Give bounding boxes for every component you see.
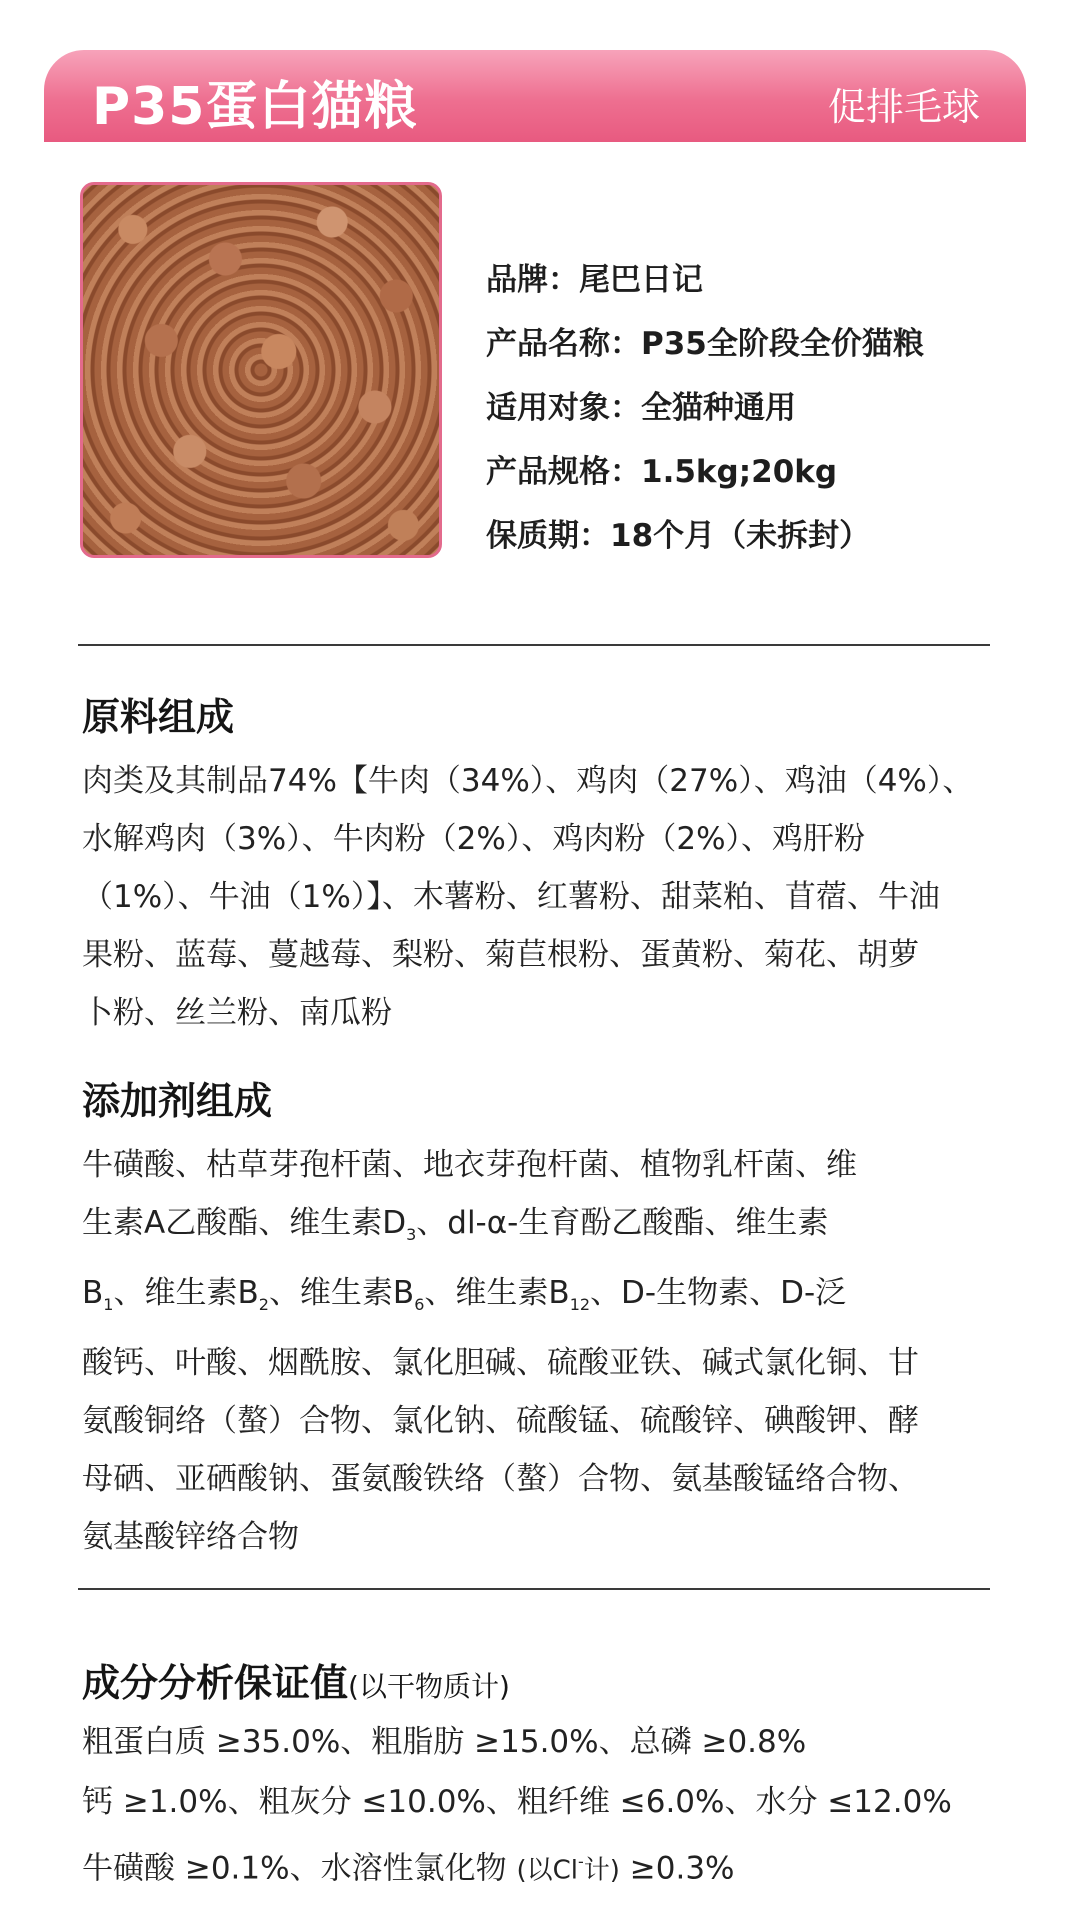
- additives-line: [82, 1194, 1012, 1264]
- additives-text-segment: 、维生素B: [424, 1275, 570, 1312]
- ingredients-text: [82, 752, 1012, 1042]
- ingredients-line: （1%）、牛油（1%）】、木薯粉、红薯粉、甜菜粕、苜蓿、牛油: [82, 879, 940, 915]
- ingredients-title: 原料组成: [82, 695, 235, 739]
- subscript: 6: [414, 1295, 425, 1315]
- analysis-line: 钙 ≥1.0%、粗灰分 ≤10.0%、粗纤维 ≤6.0%、水分 ≤12.0%: [82, 1784, 952, 1820]
- target-row: 适用对象：全猫种通用: [486, 390, 796, 426]
- product-name-row: 产品名称：P35全阶段全价猫粮: [486, 326, 924, 362]
- subscript: 3: [406, 1225, 417, 1245]
- subscript: 2: [258, 1295, 269, 1315]
- additives-text-segment: 、维生素B: [113, 1275, 259, 1312]
- additives-text-segment: 、D-生物素、D-泛: [590, 1275, 847, 1312]
- analysis-line: [82, 1832, 952, 1900]
- subscript: 1: [103, 1295, 114, 1315]
- ingredients-line: 水解鸡肉（3%）、牛肉粉（2%）、鸡肉粉（2%）、鸡肝粉: [82, 821, 866, 857]
- spec-row: 产品规格：1.5kg;20kg: [486, 454, 838, 490]
- analysis-line: 粗蛋白质 ≥35.0%、粗脂肪 ≥15.0%、总磷 ≥0.8%: [82, 1724, 807, 1760]
- header-banner: [44, 50, 1026, 142]
- analysis-text-segment: ≥0.3%: [619, 1850, 735, 1887]
- analysis-title: [82, 1652, 510, 1707]
- additives-line: 氨酸铜络（螯）合物、氯化钠、硫酸锰、硫酸锌、碘酸钾、酵: [82, 1403, 919, 1440]
- product-info: [486, 248, 924, 568]
- ingredients-line: 卜粉、丝兰粉、南瓜粉: [82, 995, 392, 1031]
- additives-text-segment: 生素A乙酸酯、维生素D: [82, 1205, 407, 1241]
- ingredients-line: 果粉、蓝莓、蔓越莓、梨粉、菊苣根粉、蛋黄粉、菊花、胡萝: [82, 937, 919, 973]
- additives-line: 酸钙、叶酸、烟酰胺、氯化胆碱、硫酸亚铁、碱式氯化铜、甘: [82, 1345, 919, 1382]
- analysis-text-segment: 牛磺酸 ≥0.1%、水溶性氯化物: [82, 1850, 517, 1887]
- analysis-title-text: 成分分析保证值: [82, 1661, 349, 1705]
- analysis-small-segment: 计): [583, 1855, 620, 1886]
- additives-text-segment: 、dl-α-生育酚乙酸酯、维生素: [416, 1205, 829, 1241]
- ingredients-line: 肉类及其制品74%【牛肉（34%）、鸡肉（27%）、鸡油（4%）、: [82, 763, 974, 799]
- additives-line: 氨基酸锌络合物: [82, 1519, 299, 1556]
- divider-top: [78, 644, 990, 646]
- additives-text: [82, 1136, 1012, 1566]
- superscript: -: [577, 1852, 584, 1871]
- product-title: P35蛋白猫粮: [92, 77, 418, 137]
- analysis-note: (以干物质计): [348, 1670, 510, 1703]
- additives-line: [82, 1264, 1012, 1334]
- feature-tag: 促排毛球: [827, 85, 980, 129]
- additives-line: 母硒、亚硒酸钠、蛋氨酸铁络（螯）合物、氨基酸锰络合物、: [82, 1461, 919, 1498]
- subscript: 12: [569, 1295, 591, 1315]
- kibble-photo: [80, 182, 442, 558]
- divider-bottom: [78, 1588, 990, 1590]
- analysis-small-segment: (以Cl: [516, 1855, 578, 1886]
- additives-text-segment: 、维生素B: [268, 1275, 415, 1312]
- additives-line: 牛磺酸、枯草芽孢杆菌、地衣芽孢杆菌、植物乳杆菌、维: [82, 1147, 857, 1183]
- additives-title: 添加剂组成: [82, 1079, 273, 1123]
- analysis-values: [82, 1712, 952, 1900]
- shelf-life-row: 保质期：18个月（未拆封）: [486, 518, 871, 554]
- additives-text-segment: B: [82, 1275, 104, 1312]
- brand-row: 品牌：尾巴日记: [486, 262, 703, 298]
